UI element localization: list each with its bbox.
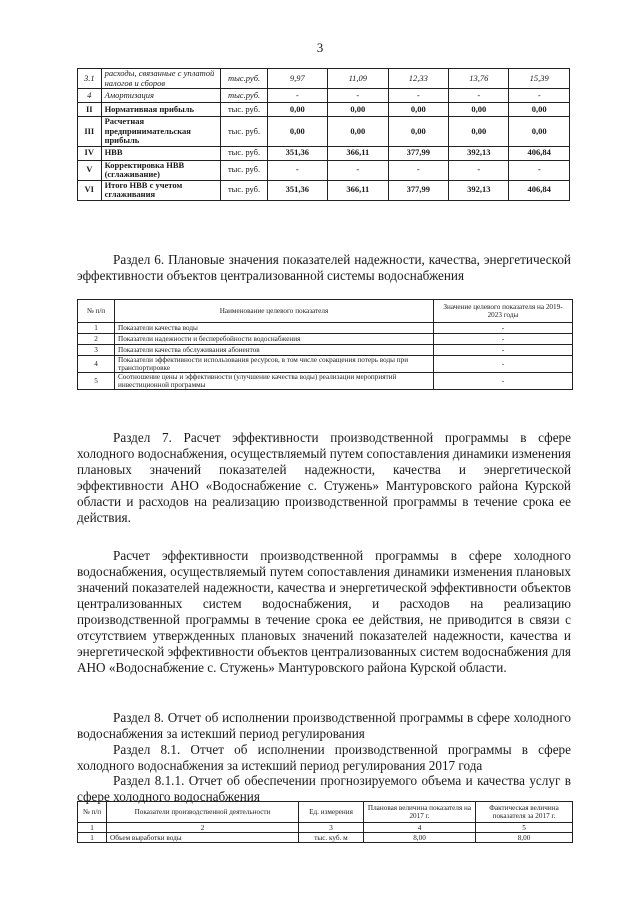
- index-cell: 2: [107, 823, 299, 833]
- header-target-value: Значение целевого показателя на 2019-2023 годы: [434, 300, 573, 323]
- table-row: [78, 373, 573, 390]
- row-unit: тыс. руб.: [221, 160, 267, 180]
- row-name: Корректировка НВВ (сглаживание): [101, 160, 221, 180]
- row-name: Амортизация: [101, 89, 221, 103]
- row-name: НВВ: [101, 146, 221, 160]
- table-row: [78, 356, 573, 373]
- row-number: 4: [78, 356, 115, 373]
- row-number: 1: [78, 323, 115, 334]
- row-unit: тыс.руб.: [221, 89, 267, 103]
- row-value: 11,09: [328, 69, 388, 89]
- table-header-row: [78, 300, 573, 323]
- row-name: расходы, связанные с уплатой налогов и сборов: [101, 69, 221, 89]
- row-value: -: [388, 89, 448, 103]
- section-8-text-1: Раздел 8. Отчет об исполнении производственной программы в сфере холодного водоснабжения за истекший период регулирования: [77, 710, 571, 741]
- row-value: 0,00: [328, 117, 388, 147]
- header-indicator: Показатели производственной деятельности: [107, 802, 299, 823]
- row-unit: тыс. куб. м: [299, 833, 364, 843]
- row-unit: тыс.руб.: [221, 69, 267, 89]
- table-row: [78, 103, 570, 117]
- row-value: -: [267, 160, 327, 180]
- row-value: 13,76: [449, 69, 509, 89]
- row-value: 0,00: [449, 103, 509, 117]
- row-value: -: [449, 160, 509, 180]
- row-value: 0,00: [509, 103, 570, 117]
- row-name: Итого НВВ с учетом сглаживания: [101, 180, 221, 200]
- section-8-text-3: Раздел 8.1.1. Отчет об обеспечении прогнозируемого объема и качества услуг в сфере холодного водоснабжения: [77, 773, 571, 804]
- table-row: [78, 345, 573, 356]
- row-value: 392,13: [449, 146, 509, 160]
- row-name: Соотношение цены и эффективности (улучшение качества воды) реализации мероприятий инвестиционной программы: [115, 373, 434, 390]
- table-row: [78, 833, 573, 843]
- page-number: 3: [316, 40, 324, 55]
- header-plan: Плановая величина показателя на 2017 г.: [364, 802, 476, 823]
- section-8-paragraph-2: [77, 742, 571, 774]
- row-value: -: [434, 356, 573, 373]
- row-value: 0,00: [449, 117, 509, 147]
- financial-table: [77, 68, 570, 201]
- section-8-text-2: Раздел 8.1. Отчет об исполнении производственной программы в сфере холодного водоснабжения за истекший период регулирования 2017 года: [77, 742, 571, 773]
- row-number: 2: [78, 334, 115, 345]
- row-plan-value: 8,00: [364, 833, 476, 843]
- row-name: Показатели эффективности использования ресурсов, в том числе сокращения потерь воды при транспортировке: [115, 356, 434, 373]
- row-value: 377,99: [388, 146, 448, 160]
- table-header-row: [78, 802, 573, 823]
- row-number: V: [78, 160, 102, 180]
- row-name: Нормативная прибыль: [101, 103, 221, 117]
- row-number: II: [78, 103, 102, 117]
- row-value: 406,84: [509, 146, 570, 160]
- index-cell: 1: [78, 823, 107, 833]
- table-row: [78, 146, 570, 160]
- row-value: -: [509, 89, 570, 103]
- row-value: 0,00: [509, 117, 570, 147]
- row-value: -: [328, 89, 388, 103]
- table-row: [78, 89, 570, 103]
- header-number: № п/п: [78, 300, 115, 323]
- header-indicator: Наименование целевого показателя: [115, 300, 434, 323]
- section-6-text: Раздел 6. Плановые значения показателей надежности, качества, энергетической эффективности объектов централизованной системы водоснабжения: [77, 252, 571, 283]
- row-name: Показатели надежности и бесперебойности водоснабжения: [115, 334, 434, 345]
- row-name: Показатели качества обслуживания абонентов: [115, 345, 434, 356]
- table-row: [78, 323, 573, 334]
- row-value: 0,00: [267, 117, 327, 147]
- row-unit: тыс. руб.: [221, 180, 267, 200]
- row-value: -: [434, 373, 573, 390]
- row-value: -: [449, 89, 509, 103]
- row-value: -: [267, 89, 327, 103]
- row-value: -: [328, 160, 388, 180]
- row-number: 1: [78, 833, 107, 843]
- row-value: -: [434, 323, 573, 334]
- table-row: [78, 180, 570, 200]
- row-number: 4: [78, 89, 102, 103]
- row-number: IV: [78, 146, 102, 160]
- target-indicators-table: [77, 299, 573, 390]
- section-7-paragraph-1: [77, 430, 571, 526]
- production-report-table: [77, 801, 573, 843]
- row-value: -: [388, 160, 448, 180]
- row-value: 9,97: [267, 69, 327, 89]
- row-value: 0,00: [388, 103, 448, 117]
- row-value: 0,00: [328, 103, 388, 117]
- header-number: № п/п: [78, 802, 107, 823]
- row-value: -: [434, 334, 573, 345]
- table-row: [78, 117, 570, 147]
- row-value: 351,36: [267, 180, 327, 200]
- row-value: 377,99: [388, 180, 448, 200]
- row-unit: тыс. руб.: [221, 146, 267, 160]
- index-cell: 4: [364, 823, 476, 833]
- row-name: Расчетная предпринимательская прибыль: [101, 117, 221, 147]
- table-row: [78, 160, 570, 180]
- row-name: Показатели качества воды: [115, 323, 434, 334]
- section-7-text-2: Расчет эффективности производственной программы в сфере холодного водоснабжения, осуществляемый путем сопоставления динамики изменения плановых значений показателей надежности, качества и энергетической эффективности объектов централизованных систем водоснабжения, и расходов на реализацию производственной программы в течение срока ее действия, не приводится в связи с отсутствием утвержденных плановых значений показателей надежности, качества и энергетической эффективности объектов централизованных систем водоснабжения для АНО «Водоснабжение с. Стужень» Мантуровского района Курской области.: [77, 548, 571, 675]
- row-value: 0,00: [267, 103, 327, 117]
- section-8-paragraph-1: [77, 710, 571, 742]
- row-unit: тыс. руб.: [221, 117, 267, 147]
- row-value: 366,11: [328, 180, 388, 200]
- row-number: VI: [78, 180, 102, 200]
- row-number: 3.1: [78, 69, 102, 89]
- row-number: III: [78, 117, 102, 147]
- row-value: 12,33: [388, 69, 448, 89]
- row-number: 3: [78, 345, 115, 356]
- row-value: 351,36: [267, 146, 327, 160]
- row-number: 5: [78, 373, 115, 390]
- row-value: 0,00: [388, 117, 448, 147]
- row-name: Объем выработки воды: [107, 833, 299, 843]
- row-value: -: [434, 345, 573, 356]
- row-value: 15,39: [509, 69, 570, 89]
- index-cell: 5: [476, 823, 573, 833]
- section-7-text-1: Раздел 7. Расчет эффективности производственной программы в сфере холодного водоснабжения, осуществляемый путем сопоставления динамики изменения плановых значений показателей надежности, качества и энергетической эффективности АНО «Водоснабжение с. Стужень» Мантуровского района Курской области и расходов на реализацию производственной программы в течение срока ее действия.: [77, 430, 571, 525]
- row-value: 406,84: [509, 180, 570, 200]
- row-fact-value: 8,00: [476, 833, 573, 843]
- section-7-paragraph-2: [77, 548, 571, 676]
- section-6-heading: [77, 252, 571, 284]
- table-row: [78, 334, 573, 345]
- header-fact: Фактическая величина показателя за 2017 г.: [476, 802, 573, 823]
- table-row: [78, 69, 570, 89]
- row-unit: тыс. руб.: [221, 103, 267, 117]
- row-value: -: [509, 160, 570, 180]
- table-index-row: [78, 823, 573, 833]
- row-value: 392,13: [449, 180, 509, 200]
- row-value: 366,11: [328, 146, 388, 160]
- index-cell: 3: [299, 823, 364, 833]
- header-unit: Ед. измерения: [299, 802, 364, 823]
